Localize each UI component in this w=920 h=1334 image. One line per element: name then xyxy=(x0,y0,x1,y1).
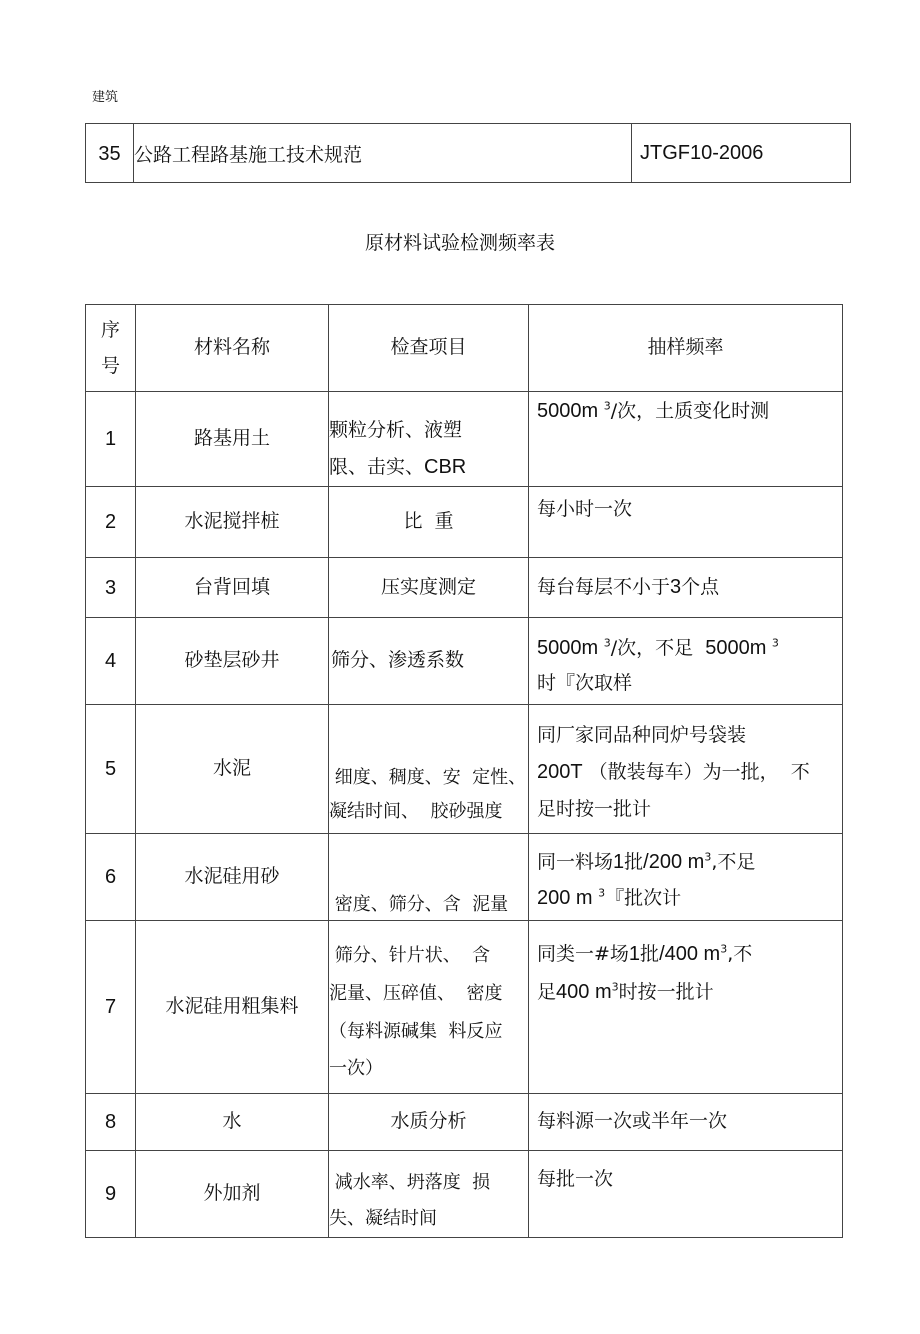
row-material: 台背回填 xyxy=(136,558,329,618)
table-row xyxy=(86,618,843,705)
row-no: 4 xyxy=(86,618,136,705)
row-freq: 每料源一次或半年一次 xyxy=(529,1094,843,1151)
col-header-item: 检查项目 xyxy=(329,305,529,392)
row-freq: 5000m $^3$/次，土质变化时测 xyxy=(529,392,843,487)
table-row xyxy=(86,558,843,618)
row-no: 8 xyxy=(86,1094,136,1151)
row-item: 水质分析 xyxy=(329,1094,529,1151)
row-item: 压实度测定 xyxy=(329,558,529,618)
page-title: 原材料试验检测频率表 xyxy=(364,232,555,254)
row-freq: 5000m $^3$/次，不足 5000m $^3$ 时『次取样 xyxy=(529,618,843,705)
row-freq: 同一料场1批/200 $m^3$,不足 200 m $^3$『批次计 xyxy=(529,834,843,921)
row-no: 7 xyxy=(86,921,136,1094)
table-header-row xyxy=(86,305,843,392)
row-material: 水泥 xyxy=(136,705,329,834)
standard-name: 公路工程路基施工技术规范 xyxy=(134,124,632,183)
row-no: 1 xyxy=(86,392,136,487)
standard-no: 35 xyxy=(86,124,134,183)
row-item: 密度、筛分、含 泥量 xyxy=(329,834,529,921)
row-item: 比 重 xyxy=(329,487,529,558)
frequency-table xyxy=(85,304,843,1238)
row-material: 水泥硅用粗集料 xyxy=(136,921,329,1094)
row-freq: 每批一次 xyxy=(529,1151,843,1238)
col-header-name: 材料名称 xyxy=(136,305,329,392)
row-material: 外加剂 xyxy=(136,1151,329,1238)
row-freq: 同厂家同品种同炉号袋装 200T （散装每车）为一批， 不 足时按一批计 xyxy=(529,705,843,834)
row-item: 细度、稠度、安 定性、 凝结时间、 胶砂强度 xyxy=(329,705,529,834)
table-row xyxy=(86,392,843,487)
table-row xyxy=(86,834,843,921)
row-material: 路基用土 xyxy=(136,392,329,487)
row-freq: 同类一#场1批/400 $m^3$,不 足400 $m^3$时按一批计 xyxy=(529,921,843,1094)
row-no: 3 xyxy=(86,558,136,618)
row-material: 砂垫层砂井 xyxy=(136,618,329,705)
row-no: 2 xyxy=(86,487,136,558)
row-no: 5 xyxy=(86,705,136,834)
row-no: 9 xyxy=(86,1151,136,1238)
row-material: 水泥搅拌桩 xyxy=(136,487,329,558)
table-row xyxy=(86,921,843,1094)
table-row xyxy=(86,124,851,183)
col-header-freq: 抽样频率 xyxy=(529,305,843,392)
table-row xyxy=(86,705,843,834)
row-item: 减水率、坍落度 损 失、凝结时间 xyxy=(329,1151,529,1238)
table-row xyxy=(86,487,843,558)
row-material: 水 xyxy=(136,1094,329,1151)
row-freq: 每台每层不小于3个点 xyxy=(529,558,843,618)
standard-code: JTGF10-2006 xyxy=(632,124,851,183)
table-row xyxy=(86,1151,843,1238)
header-tag: 建筑 xyxy=(92,90,119,105)
table-row xyxy=(86,1094,843,1151)
col-header-no: 序 号 xyxy=(86,305,136,392)
row-no: 6 xyxy=(86,834,136,921)
standard-table xyxy=(85,123,851,183)
row-item: 筛分、渗透系数 xyxy=(329,618,529,705)
row-freq: 每小时一次 xyxy=(529,487,843,558)
row-item: 筛分、针片状、 含 泥量、压碎值、 密度 （每料源碱集 料反应 一次） xyxy=(329,921,529,1094)
row-item: 颗粒分析、液塑 限、击实、CBR xyxy=(329,392,529,487)
row-material: 水泥硅用砂 xyxy=(136,834,329,921)
